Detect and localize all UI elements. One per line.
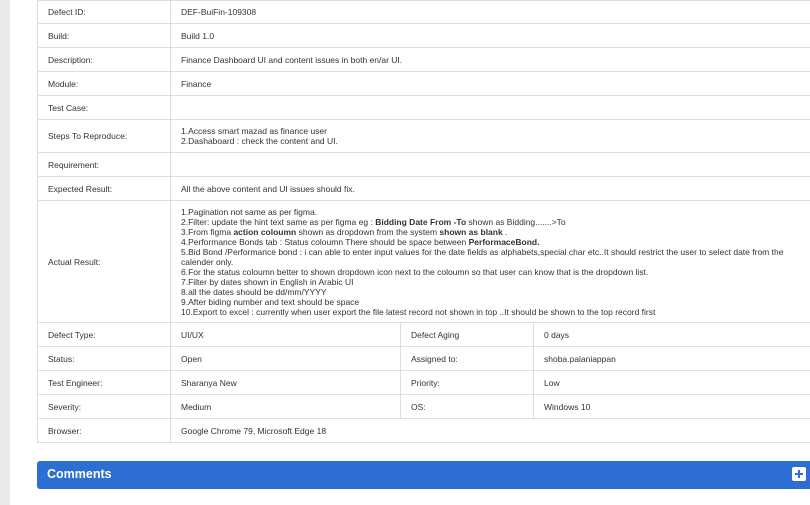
- plus-icon[interactable]: [792, 467, 806, 481]
- os-value: Windows 10: [534, 395, 810, 419]
- severity-label: Severity:: [38, 395, 171, 419]
- severity-value: Medium: [171, 395, 401, 419]
- left-gutter: [0, 0, 10, 505]
- description-label: Description:: [38, 48, 171, 72]
- priority-value: Low: [534, 371, 810, 395]
- module-label: Module:: [38, 72, 171, 96]
- expected-value: All the above content and UI issues should fix.: [171, 177, 810, 201]
- actual-line-6: 6.For the status coloumn better to shown dropdown icon next to the coloumn so that user can know that is the dropdown list.: [181, 266, 649, 277]
- steps-line-1: 1.Access smart mazad as finance user: [181, 126, 327, 136]
- actual-line-2-a: 2.Filter: update the hint text same as per figma eg :: [181, 216, 376, 227]
- steps-line-2: 2.Dashaboard : check the content and UI.: [181, 136, 338, 146]
- actual-line-2-c: shown as Bidding.......>To: [466, 216, 566, 227]
- test-case-label: Test Case:: [38, 96, 171, 120]
- row-defect-id: [38, 1, 810, 24]
- actual-line-9: 9.After biding number and text should be space: [181, 296, 360, 307]
- requirement-value: [171, 153, 810, 177]
- steps-label: Steps To Reproduce:: [38, 120, 171, 153]
- actual-line-5: 5.Bid Bond /Performance bond : i can able to enter input values for the date fields as alphabets,special char etc..It should restrict the user to select date from the calender only.: [181, 246, 784, 267]
- actual-line-10: 10.Export to excel : currently when user export the file latest record not shown in top ..It should be shown to the top record first: [181, 306, 656, 317]
- browser-value: Google Chrome 79, Microsoft Edge 18: [171, 419, 810, 443]
- defect-aging-value: 0 days: [534, 323, 810, 347]
- actual-line-3-b: action coloumn: [233, 226, 297, 237]
- actual-line-1: 1.Pagination not same as per figma.: [181, 206, 318, 217]
- actual-value: [171, 201, 810, 323]
- defect-aging-label: Defect Aging: [401, 323, 534, 347]
- assigned-to-value: shoba.palaniappan: [534, 347, 810, 371]
- row-description: [38, 48, 810, 72]
- test-engineer-label: Test Engineer:: [38, 371, 171, 395]
- actual-line-7: 7.Filter by dates shown in English in Arabic UI: [181, 276, 354, 287]
- actual-line-2: [181, 217, 800, 227]
- actual-line-3: [181, 227, 800, 237]
- defect-details-table: [37, 0, 810, 443]
- actual-line-4-a: 4.Performance Bonds tab : Status coloumn There should be space between: [181, 236, 469, 247]
- row-browser: [38, 419, 810, 443]
- actual-line-2-b: Bidding Date From -To: [375, 216, 467, 227]
- build-label: Build:: [38, 24, 171, 48]
- row-requirement: [38, 153, 810, 177]
- comments-header[interactable]: [37, 461, 810, 489]
- test-engineer-value: Sharanya New: [171, 371, 401, 395]
- module-value: Finance: [171, 72, 810, 96]
- row-test-case: [38, 96, 810, 120]
- row-defect-type: [38, 323, 810, 347]
- priority-label: Priority:: [401, 371, 534, 395]
- status-value: Open: [171, 347, 401, 371]
- actual-line-3-e: .: [502, 226, 508, 237]
- defect-details-panel: [37, 0, 810, 443]
- row-severity: [38, 395, 810, 419]
- browser-label: Browser:: [38, 419, 171, 443]
- steps-value: [171, 120, 810, 153]
- row-module: [38, 72, 810, 96]
- row-steps: [38, 120, 810, 153]
- actual-line-3-c: shown as dropdown from the system: [296, 226, 440, 237]
- comments-title: Comments: [47, 467, 112, 481]
- expected-label: Expected Result:: [38, 177, 171, 201]
- actual-line-3-a: 3.From figma: [181, 226, 234, 237]
- row-expected: [38, 177, 810, 201]
- actual-line-3-d: shown as blank: [439, 226, 503, 237]
- test-case-value: [171, 96, 810, 120]
- row-build: [38, 24, 810, 48]
- assigned-to-label: Assigned to:: [401, 347, 534, 371]
- description-value: Finance Dashboard UI and content issues in both en/ar UI.: [171, 48, 810, 72]
- actual-label: Actual Result:: [38, 201, 171, 323]
- defect-id-value: DEF-BuiFin-109308: [171, 1, 810, 24]
- defect-type-label: Defect Type:: [38, 323, 171, 347]
- actual-line-4: [181, 237, 800, 247]
- os-label: OS:: [401, 395, 534, 419]
- build-value: Build 1.0: [171, 24, 810, 48]
- row-status: [38, 347, 810, 371]
- defect-id-label: Defect ID:: [38, 1, 171, 24]
- actual-line-8: 8.all the dates should be dd/mm/YYYY: [181, 286, 327, 297]
- row-test-engineer: [38, 371, 810, 395]
- defect-type-value: UI/UX: [171, 323, 401, 347]
- row-actual: [38, 201, 810, 323]
- requirement-label: Requirement:: [38, 153, 171, 177]
- status-label: Status:: [38, 347, 171, 371]
- actual-line-4-b: PerformaceBond.: [468, 236, 540, 247]
